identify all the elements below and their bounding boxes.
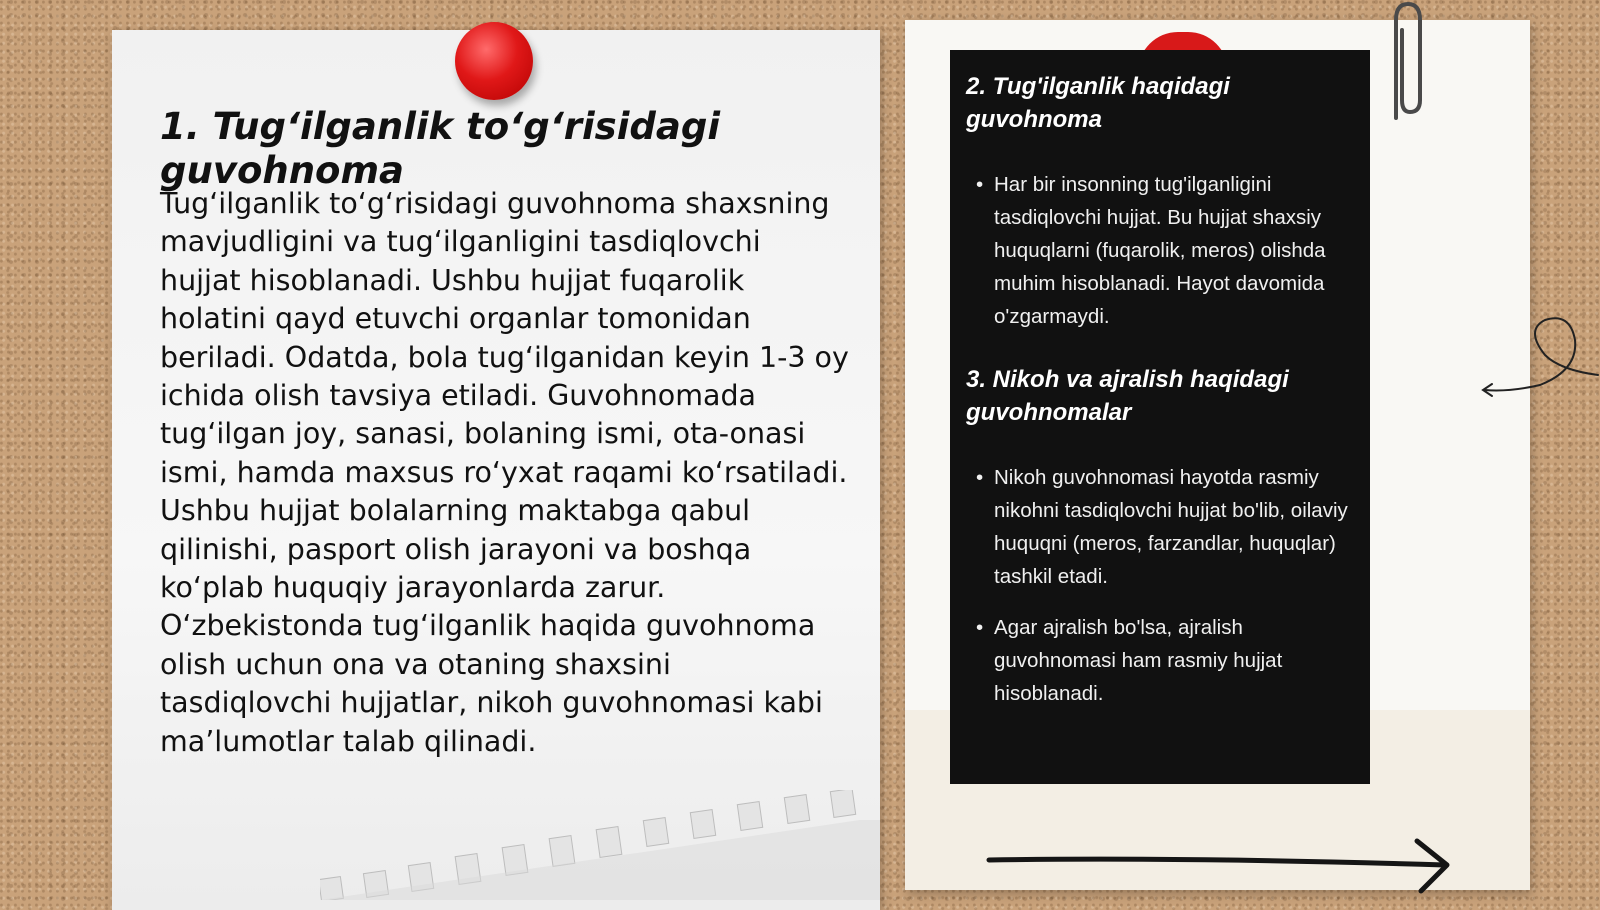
info-card <box>950 50 1370 784</box>
list-item-text: Nikoh guvohnomasi hayotda rasmiy nikohni tasdiqlovchi hujjat bo'lib, oilaviy huquqni (meros, farzandlar, huquqlar) tashkil etadi. <box>994 466 1348 588</box>
arrow-right-icon <box>985 835 1455 895</box>
bullet-icon: • <box>976 173 984 196</box>
bullet-icon: • <box>976 466 984 489</box>
list-item <box>966 168 1354 333</box>
torn-edge-decoration <box>320 790 880 900</box>
section-heading-marriage: 3. Nikoh va ajralish haqidagi guvohnomalar <box>966 366 1289 426</box>
list-item-text: Agar ajralish bo'lsa, ajralish guvohnomasi ham rasmiy hujjat hisoblanadi. <box>994 616 1283 705</box>
list-item-text: Har bir insonning tug'ilganligini tasdiqlovchi hujjat. Bu hujjat shaxsiy huquqlarni (fuqarolik, meros) olishda muhim hisoblanadi. Hayot davomida o'zgarmaydi. <box>994 173 1326 328</box>
bullet-icon: • <box>976 616 984 639</box>
push-pin-icon <box>455 22 533 100</box>
bullet-list <box>966 461 1354 710</box>
bullet-list <box>966 168 1354 333</box>
paper-clip-icon <box>1378 0 1428 125</box>
list-item <box>966 461 1354 593</box>
loop-doodle-icon <box>1480 310 1600 410</box>
section-heading-birth: 2. Tug'ilganlik haqidagi guvohnoma <box>966 73 1230 133</box>
list-item <box>966 611 1354 710</box>
left-card-body: Tug‘ilganlik to‘g‘risidagi guvohnoma shaxsning mavjudligini va tug‘ilganligini tasdiqlovchi hujjat hisoblanadi. Ushbu hujjat fuqarolik holatini qayd etuvchi organlar tomonidan beriladi. Odatda, bola tug‘ilganidan keyin 1-3 oy ichida olish tavsiya etiladi. Guvohnomada tug‘ilgan joy, sanasi, bolaning ismi, ota-onasi ismi, hamda maxsus ro‘yxat raqami ko‘rsatiladi. Ushbu hujjat bolalarning maktabga qabul qilinishi, pasport olish jarayoni va boshqa ko‘plab huquqiy jarayonlarda zarur. O‘zbekistonda tug‘ilganlik haqida guvohnoma olish uchun ona va otaning shaxsini tasdiqlovchi hujjatlar, nikoh guvohnomasi kabi ma’lumotlar talab qilinadi. <box>160 187 849 758</box>
left-card-title: 1. Tug‘ilganlik to‘g‘risidagi guvohnoma <box>160 105 721 192</box>
